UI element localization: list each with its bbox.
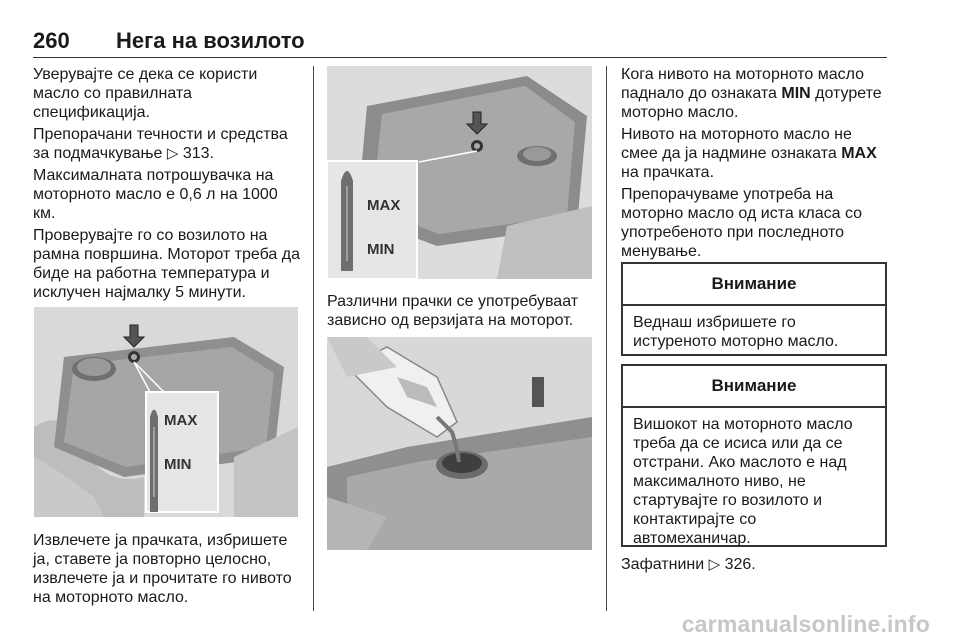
warning-box-2 bbox=[621, 364, 887, 547]
capacities-text: Зафатнини bbox=[621, 556, 705, 573]
paragraph-oil-class: Препорачуваме употреба на моторно масло од иста класа со употребеното при последното менување. bbox=[621, 186, 863, 260]
pouring-oil-figure bbox=[327, 337, 592, 550]
min-label: MIN bbox=[781, 85, 811, 102]
header-rule bbox=[33, 57, 887, 58]
min-level-text-b: дотурете моторно масло. bbox=[621, 85, 882, 121]
max-level-text-b: на прачката. bbox=[621, 164, 715, 181]
max-label: MAX bbox=[841, 145, 877, 162]
watermark: carmanualsonline.info bbox=[681, 611, 930, 637]
column-divider-1 bbox=[313, 66, 314, 611]
paragraph-max-level bbox=[621, 125, 881, 182]
warning-title-2: Внимание bbox=[623, 366, 885, 408]
min-level-text-a: Кога нивото на моторното масло паднало до ознаката bbox=[621, 66, 865, 102]
engine-dipstick-figure-2 bbox=[327, 66, 592, 279]
page-ref-link[interactable]: 313. bbox=[182, 145, 214, 162]
engine-illustration-2 bbox=[327, 66, 592, 279]
recommended-fluids-text: Препорачани течности и средства за подмачкување bbox=[33, 126, 288, 162]
engine-illustration-1 bbox=[34, 307, 298, 517]
page-ref-arrow-icon: ▷ bbox=[708, 556, 721, 573]
page-number: 260 bbox=[33, 28, 70, 53]
warning-box-1 bbox=[621, 262, 887, 356]
paragraph-check-conditions: Проверувајте го со возилото на рамна површина. Моторот треба да биде на работна температура и исклучен најмалку 5 минути. bbox=[33, 227, 300, 301]
warning-title-1: Внимание bbox=[623, 264, 885, 306]
pouring-oil-illustration bbox=[327, 337, 592, 550]
paragraph-capacities bbox=[621, 555, 887, 574]
warning-body-1: Веднаш избришете го истуреното моторно масло. bbox=[633, 314, 839, 350]
paragraph-oil-spec: Уверувајте се дека се користи масло со правилната спецификација. bbox=[33, 66, 258, 121]
warning-body-2: Вишокот на моторното масло треба да се исиса или да се отстрани. Ако маслото е над максималното ниво, не стартувајте го возилото и контактирајте со автомеханичар. bbox=[633, 416, 853, 547]
paragraph-oil-consumption: Максималната потрошувачка на моторното масло е 0,6 л на 1000 км. bbox=[33, 167, 278, 222]
paragraph-min-level bbox=[621, 65, 887, 122]
figure-caption-dipsticks: Различни прачки се употребуваат зависно од верзијата на моторот. bbox=[327, 293, 579, 329]
min-mark-1: MIN bbox=[164, 456, 192, 473]
min-mark-2: MIN bbox=[367, 241, 395, 258]
engine-dipstick-figure-1 bbox=[34, 307, 298, 517]
page-ref-arrow-icon: ▷ bbox=[166, 145, 179, 162]
paragraph-recommended-fluids bbox=[33, 125, 303, 163]
max-mark-1: MAX bbox=[164, 412, 198, 429]
max-level-text-a: Нивото на моторното масло не смее да ја надмине ознаката bbox=[621, 126, 852, 162]
section-title: Нега на возилото bbox=[116, 28, 305, 53]
max-mark-2: MAX bbox=[367, 197, 401, 214]
paragraph-read-dipstick: Извлечете ја прачката, избришете ја, ставете ја повторно целосно, извлечете ја и прочитате го нивото на моторното масло. bbox=[33, 532, 292, 606]
column-divider-2 bbox=[606, 66, 607, 611]
capacities-page-link[interactable]: 326. bbox=[724, 556, 756, 573]
